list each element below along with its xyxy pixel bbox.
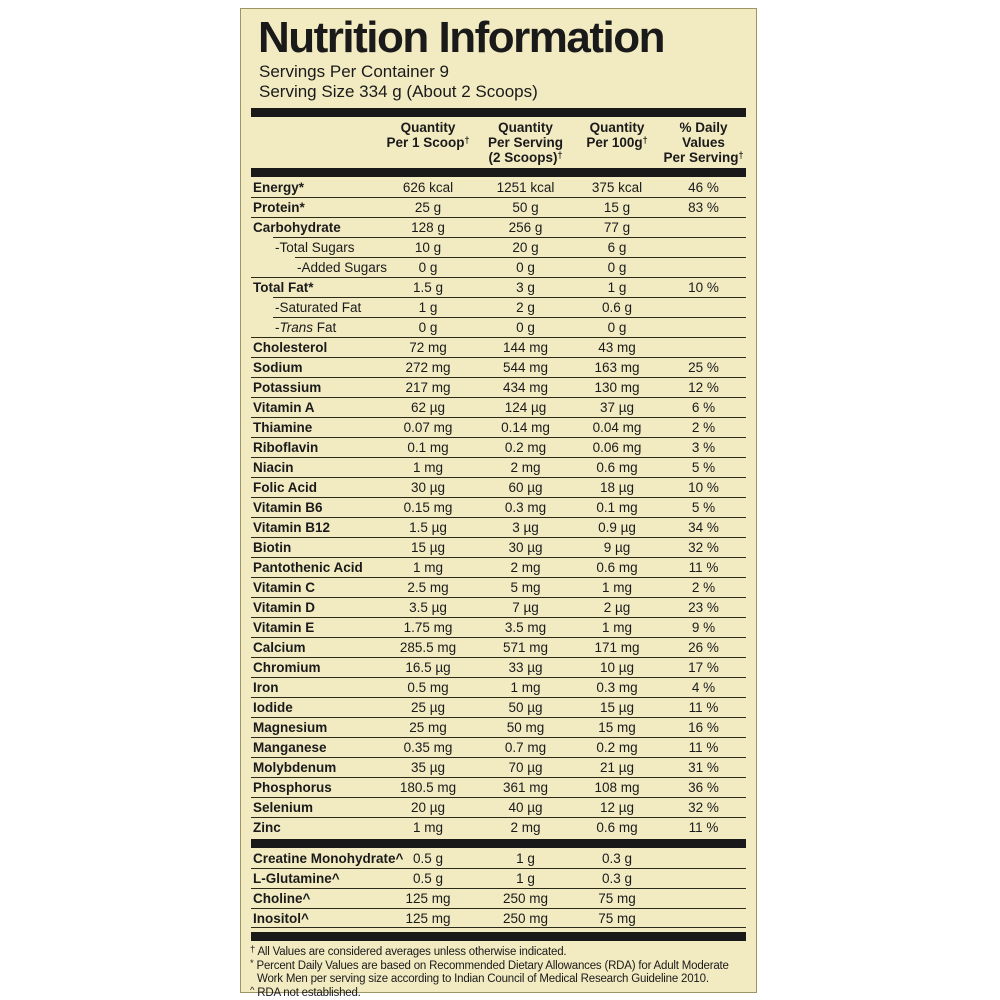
header-line: Values	[682, 134, 725, 150]
footnote	[250, 959, 746, 986]
per-scoop-value: 272 mg	[405, 359, 451, 375]
header-line: % Daily	[679, 119, 728, 135]
per-scoop-value: 0 g	[418, 259, 438, 275]
per-100g-value: 0.6 mg	[596, 459, 638, 475]
per-100g-value: 0.04 mg	[592, 419, 642, 435]
table-row	[251, 457, 746, 477]
servings-per-container: Servings Per Container 9	[259, 62, 449, 82]
per-100g-value: 15 g	[603, 199, 631, 215]
per-100g-value: 0.6 mg	[596, 819, 638, 835]
per-100g-value: 12 µg	[599, 799, 635, 815]
table-row	[251, 717, 746, 737]
per-serving-value: 40 µg	[508, 799, 543, 815]
footnotes	[250, 945, 746, 999]
per-serving-value: 1 g	[516, 850, 535, 866]
column-header-2	[478, 120, 573, 166]
daily-value: 32 %	[688, 799, 719, 815]
footnote	[250, 986, 746, 1000]
table-row	[251, 237, 746, 257]
table-row	[251, 497, 746, 517]
per-scoop-value: 128 g	[411, 219, 445, 235]
per-100g-value: 10 µg	[599, 659, 635, 675]
footnote-line: * Percent Daily Values are based on Recommended Dietary Allowances (RDA) for Adult Moderate	[250, 958, 729, 973]
nutrient-name: Thiamine	[253, 419, 313, 435]
per-100g-value: 1 mg	[601, 619, 632, 635]
per-serving-value: 7 µg	[512, 599, 539, 615]
per-100g-value: 375 kcal	[591, 179, 643, 195]
daily-value: 4 %	[691, 679, 716, 695]
daily-value: 46 %	[688, 179, 719, 195]
per-100g-value: 0.3 g	[601, 850, 633, 866]
nutrient-name: Niacin	[253, 459, 294, 475]
per-100g-value: 1 g	[607, 279, 627, 295]
per-serving-value: 50 mg	[506, 719, 545, 735]
footnote-marker: †	[250, 944, 256, 956]
daily-value: 2 %	[691, 579, 716, 595]
footnote-line: † All Values are considered averages unless otherwise indicated.	[250, 944, 567, 959]
per-scoop-value: 25 mg	[409, 719, 447, 735]
divider-bar-header	[251, 168, 746, 177]
footnote-marker: *	[250, 958, 254, 970]
table-row	[251, 888, 746, 908]
per-serving-value: 250 mg	[502, 890, 549, 906]
per-100g-value: 6 g	[607, 239, 627, 255]
nutrient-name: Riboflavin	[253, 439, 319, 455]
column-header-4	[661, 120, 746, 166]
per-100g-value: 0.6 g	[601, 299, 633, 315]
per-scoop-value: 0 g	[418, 319, 438, 335]
per-scoop-value: 125 mg	[405, 910, 451, 926]
per-100g-value: 163 mg	[594, 359, 640, 375]
per-100g-value: 0.3 mg	[596, 679, 638, 695]
daily-value: 10 %	[688, 279, 719, 295]
table-row	[251, 337, 746, 357]
nutrition-label-panel	[240, 8, 757, 999]
nutrient-name: Pantothenic Acid	[253, 559, 363, 575]
nutrient-name: Chromium	[253, 659, 321, 675]
per-scoop-value: 10 g	[414, 239, 442, 255]
footnote-line: ^ RDA not established.	[250, 984, 361, 999]
per-serving-value: 2 mg	[510, 459, 541, 475]
footnote-marker: ^	[250, 984, 255, 996]
table-row	[251, 437, 746, 457]
daily-value: 12 %	[688, 379, 719, 395]
table-row	[251, 577, 746, 597]
per-serving-value: 0.14 mg	[501, 419, 550, 435]
daily-value: 5 %	[691, 499, 716, 515]
per-scoop-value: 0.5 g	[412, 850, 444, 866]
table-row	[251, 417, 746, 437]
per-100g-value: 0.06 mg	[592, 439, 642, 455]
table-row	[251, 297, 746, 317]
per-serving-value: 1251 kcal	[496, 179, 555, 195]
per-serving-value: 20 g	[512, 239, 539, 255]
daily-value: 31 %	[688, 759, 719, 775]
table-row	[251, 557, 746, 577]
nutrient-name: Choline^	[253, 890, 311, 906]
per-scoop-value: 20 µg	[410, 799, 446, 815]
per-serving-value: 544 mg	[502, 359, 549, 375]
per-scoop-value: 217 mg	[405, 379, 451, 395]
per-scoop-value: 1 mg	[412, 819, 443, 835]
nutrient-name: Calcium	[253, 639, 306, 655]
nutrients-table	[241, 177, 756, 837]
nutrient-name: Phosphorus	[253, 779, 332, 795]
daily-value: 11 %	[688, 739, 719, 755]
daily-value: 9 %	[691, 619, 716, 635]
nutrient-name: Selenium	[253, 799, 314, 815]
nutrient-name: Biotin	[253, 539, 292, 555]
per-scoop-value: 25 µg	[410, 699, 446, 715]
header-line: Quantity	[400, 119, 456, 135]
per-scoop-value: 3.5 µg	[409, 599, 447, 615]
per-100g-value: 130 mg	[594, 379, 640, 395]
table-row	[251, 868, 746, 888]
daily-value: 26 %	[688, 639, 719, 655]
per-serving-value: 1 mg	[510, 679, 541, 695]
daily-value: 11 %	[688, 819, 719, 835]
per-100g-value: 15 mg	[598, 719, 636, 735]
header-line: Per Serving	[487, 134, 564, 150]
nutrient-name: Potassium	[253, 379, 322, 395]
per-100g-value: 9 µg	[603, 539, 631, 555]
per-serving-value: 0.7 mg	[504, 739, 547, 755]
nutrient-name: Inositol^	[253, 910, 309, 926]
per-100g-value: 77 g	[603, 219, 631, 235]
per-scoop-value: 25 g	[414, 199, 442, 215]
nutrient-name: Carbohydrate	[253, 219, 341, 235]
per-scoop-value: 1.75 mg	[403, 619, 453, 635]
daily-value: 83 %	[688, 199, 719, 215]
daily-value: 23 %	[688, 599, 719, 615]
per-serving-value: 33 µg	[508, 659, 543, 675]
table-row	[251, 757, 746, 777]
nutrient-name: -Total Sugars	[275, 239, 355, 255]
nutrient-name: Magnesium	[253, 719, 328, 735]
column-headers	[251, 117, 746, 169]
header-line: Quantity	[589, 119, 645, 135]
nutrient-name: Sodium	[253, 359, 303, 375]
per-100g-value: 15 µg	[599, 699, 635, 715]
header-line: Per 1 Scoop†	[386, 134, 470, 150]
nutrient-name: Total Fat*	[253, 279, 314, 295]
daily-value: 2 %	[691, 419, 716, 435]
per-scoop-value: 1.5 g	[412, 279, 444, 295]
per-scoop-value: 0.15 mg	[403, 499, 453, 515]
per-100g-value: 75 mg	[598, 910, 636, 926]
divider-bar-supplements	[251, 839, 746, 848]
per-scoop-value: 1 g	[418, 299, 438, 315]
nutrient-name: Folic Acid	[253, 479, 318, 495]
nutrient-name: L-Glutamine^	[253, 870, 340, 886]
per-serving-value: 3 µg	[512, 519, 539, 535]
nutrient-name: Creatine Monohydrate^	[253, 850, 404, 866]
column-header-1	[378, 120, 478, 151]
per-serving-value: 2 g	[516, 299, 535, 315]
daily-value: 10 %	[688, 479, 719, 495]
per-serving-value: 0.2 mg	[504, 439, 547, 455]
daily-value: 36 %	[688, 779, 719, 795]
per-scoop-value: 626 kcal	[402, 179, 454, 195]
table-row	[251, 817, 746, 837]
per-serving-value: 30 µg	[508, 539, 543, 555]
per-serving-value: 250 mg	[502, 910, 549, 926]
per-scoop-value: 1 mg	[412, 459, 443, 475]
per-serving-value: 2 mg	[510, 559, 541, 575]
nutrient-name: Vitamin B6	[253, 499, 323, 515]
daily-value: 6 %	[691, 399, 716, 415]
per-serving-value: 434 mg	[502, 379, 549, 395]
per-serving-value: 50 g	[512, 199, 539, 215]
per-serving-value: 3.5 mg	[504, 619, 547, 635]
per-serving-value: 5 mg	[510, 579, 541, 595]
per-100g-value: 2 µg	[603, 599, 631, 615]
nutrient-name: Energy*	[253, 179, 305, 195]
table-row	[251, 797, 746, 817]
per-100g-value: 18 µg	[599, 479, 635, 495]
table-row	[251, 848, 746, 868]
per-100g-value: 43 mg	[598, 339, 636, 355]
per-100g-value: 0.2 mg	[596, 739, 638, 755]
per-serving-value: 60 µg	[508, 479, 543, 495]
table-row	[251, 657, 746, 677]
per-scoop-value: 1 mg	[412, 559, 443, 575]
table-row	[251, 908, 746, 928]
per-serving-value: 0 g	[516, 319, 535, 335]
per-serving-value: 256 g	[508, 219, 543, 235]
table-row	[251, 197, 746, 217]
per-scoop-value: 0.5 mg	[407, 679, 449, 695]
per-100g-value: 1 mg	[601, 579, 632, 595]
per-serving-value: 0 g	[516, 259, 535, 275]
daily-value: 3 %	[691, 439, 716, 455]
per-100g-value: 0.9 µg	[598, 519, 636, 535]
footnote	[250, 945, 746, 959]
footnote-line: Work Men per serving size according to Indian Council of Medical Research Guideline 2010.	[257, 972, 709, 985]
dagger-symbol: †	[738, 150, 744, 161]
header-line: (2 Scoops)†	[488, 150, 563, 166]
daily-value: 32 %	[688, 539, 719, 555]
nutrient-name: -Trans Fat	[275, 319, 337, 335]
per-serving-value: 1 g	[516, 870, 535, 886]
per-scoop-value: 15 µg	[410, 539, 446, 555]
per-scoop-value: 30 µg	[410, 479, 446, 495]
nutrient-name: Vitamin B12	[253, 519, 331, 535]
nutrient-name: Molybdenum	[253, 759, 337, 775]
per-serving-value: 70 µg	[508, 759, 543, 775]
dagger-symbol: †	[464, 134, 470, 145]
daily-value: 16 %	[688, 719, 719, 735]
per-serving-value: 0.3 mg	[504, 499, 547, 515]
nutrient-name: Zinc	[253, 819, 281, 835]
header-line: Per 100g†	[586, 134, 648, 150]
per-scoop-value: 16.5 µg	[405, 659, 451, 675]
divider-bar-bottom	[251, 932, 746, 941]
table-row	[251, 697, 746, 717]
header-line: Quantity	[498, 119, 553, 135]
per-100g-value: 0 g	[607, 319, 627, 335]
table-row	[251, 397, 746, 417]
table-row	[251, 777, 746, 797]
per-100g-value: 108 mg	[594, 779, 640, 795]
per-scoop-value: 0.07 mg	[403, 419, 453, 435]
daily-value: 11 %	[688, 699, 719, 715]
table-row	[251, 177, 746, 197]
table-row	[251, 737, 746, 757]
table-row	[251, 377, 746, 397]
per-serving-value: 3 g	[516, 279, 535, 295]
table-row	[251, 217, 746, 237]
per-serving-value: 571 mg	[502, 639, 549, 655]
per-100g-value: 75 mg	[598, 890, 636, 906]
nutrient-name: -Saturated Fat	[275, 299, 362, 315]
per-100g-value: 21 µg	[599, 759, 635, 775]
dagger-symbol: †	[642, 134, 648, 145]
per-scoop-value: 35 µg	[410, 759, 446, 775]
nutrient-name: Iodide	[253, 699, 293, 715]
divider-bar-top	[251, 108, 746, 117]
per-scoop-value: 180.5 mg	[399, 779, 457, 795]
supplements-table	[241, 848, 756, 928]
nutrient-name: Vitamin E	[253, 619, 315, 635]
nutrient-name: -Added Sugars	[297, 259, 388, 275]
nutrient-name: Protein*	[253, 199, 305, 215]
per-100g-value: 0 g	[607, 259, 627, 275]
per-scoop-value: 0.35 mg	[403, 739, 453, 755]
page-title: Nutrition Information	[258, 13, 664, 62]
per-100g-value: 0.1 mg	[596, 499, 638, 515]
table-row	[251, 617, 746, 637]
column-header-3	[573, 120, 661, 151]
nutrient-name: Vitamin D	[253, 599, 316, 615]
daily-value: 5 %	[691, 459, 716, 475]
daily-value: 25 %	[688, 359, 719, 375]
table-row	[251, 357, 746, 377]
per-100g-value: 0.6 mg	[596, 559, 638, 575]
per-scoop-value: 62 µg	[410, 399, 446, 415]
per-100g-value: 0.3 g	[601, 870, 633, 886]
per-scoop-value: 2.5 mg	[407, 579, 449, 595]
table-row	[251, 597, 746, 617]
daily-value: 17 %	[688, 659, 719, 675]
nutrient-name: Cholesterol	[253, 339, 328, 355]
per-100g-value: 171 mg	[594, 639, 640, 655]
nutrient-name: Manganese	[253, 739, 327, 755]
serving-size: Serving Size 334 g (About 2 Scoops)	[259, 82, 538, 102]
table-row	[251, 517, 746, 537]
nutrient-name: Vitamin C	[253, 579, 316, 595]
table-row	[251, 257, 746, 277]
per-scoop-value: 1.5 µg	[409, 519, 447, 535]
table-row	[251, 477, 746, 497]
per-100g-value: 37 µg	[599, 399, 635, 415]
nutrient-name: Iron	[253, 679, 279, 695]
per-scoop-value: 0.5 g	[412, 870, 444, 886]
table-row	[251, 677, 746, 697]
per-serving-value: 361 mg	[502, 779, 549, 795]
per-serving-value: 144 mg	[502, 339, 549, 355]
dagger-symbol: †	[557, 150, 563, 161]
header-line: Per Serving†	[663, 150, 744, 166]
table-row	[251, 317, 746, 337]
table-row	[251, 537, 746, 557]
per-serving-value: 2 mg	[510, 819, 541, 835]
table-row	[251, 277, 746, 297]
per-serving-value: 50 µg	[508, 699, 543, 715]
per-scoop-value: 285.5 mg	[399, 639, 457, 655]
per-scoop-value: 72 mg	[409, 339, 447, 355]
per-scoop-value: 0.1 mg	[407, 439, 449, 455]
per-serving-value: 124 µg	[504, 399, 547, 415]
per-scoop-value: 125 mg	[405, 890, 451, 906]
table-row	[251, 637, 746, 657]
daily-value: 11 %	[688, 559, 719, 575]
daily-value: 34 %	[688, 519, 719, 535]
nutrient-name: Vitamin A	[253, 399, 315, 415]
